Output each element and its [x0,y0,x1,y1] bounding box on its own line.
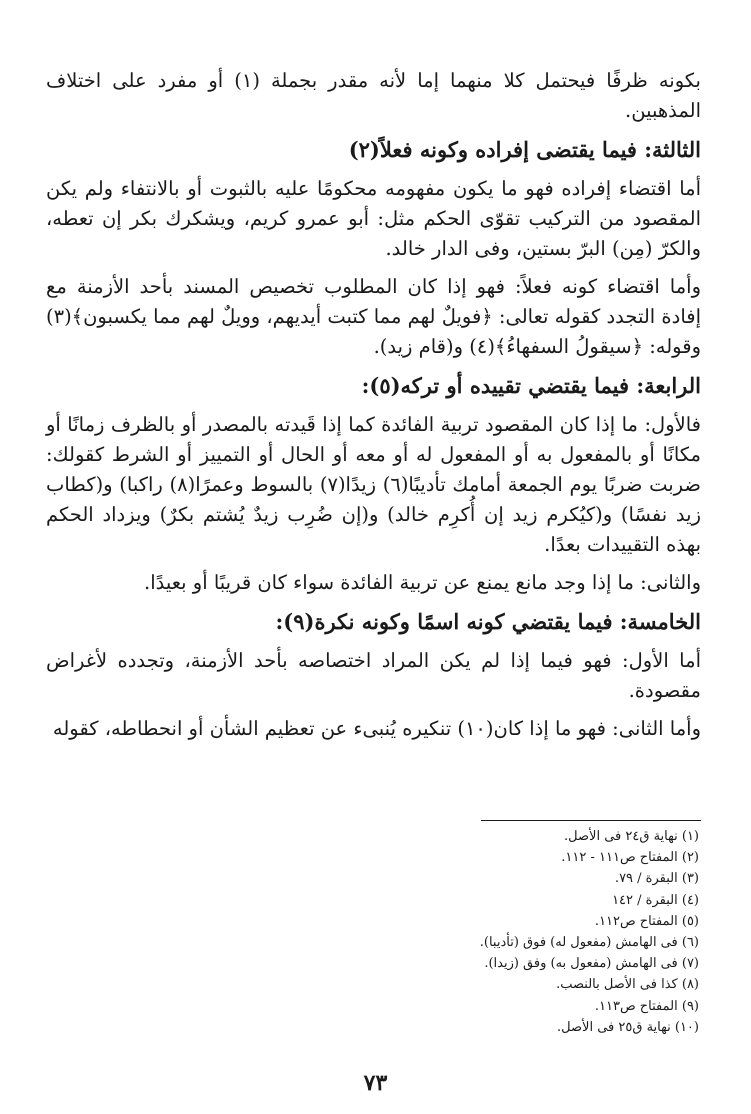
footnotes-list [339,826,699,1038]
footnote: (٨) كذا فى الأصل بالنصب. [556,977,699,993]
footnote: (٤) البقرة / ١٤٢ [612,892,699,908]
paragraph: وأما اقتضاء كونه فعلاً: فهو إذا كان المطلوب تخصيص المسند بأحد الأزمنة مع إفادة التجدد كقوله تعالى: ﴿فويلٌ لهم مما كتبت أيديهم، وويلٌ لهم مما يكسبون﴾(٣) وقوله: ﴿سيقولُ السفهاءُ﴾(٤) و(قام زيد). [45,275,701,358]
footnote: (٦) فى الهامش (مفعول له) فوق (تأديبا). [479,935,699,951]
paragraph: والثانى: ما إذا وجد مانع يمنع عن تربية الفائدة سواء كان قريبًا أو بعيدًا. [144,571,701,594]
footnote: (٧) فى الهامش (مفعول به) وفق (زيدا). [484,956,699,972]
footnote: (٩) المفتاح ص١١٣. [594,998,699,1014]
section-heading-third: الثالثة: فيما يقتضى إفراده وكونه فعلاً(٢) [348,137,701,162]
footnote: (٢) المفتاح ص١١١ - ١١٢. [561,850,699,866]
paragraph: أما اقتضاء إفراده فهو ما يكون مفهومه محكومًا عليه بالثبوت أو بالانتفاء ولم يكن المقصود من التركيب تقوّى الحكم مثل: أبو عمرو كريم، ويشكرك بكر إن تعطه، والكرّ (مِن) البرّ بستين، وفى الدار خالد. [46,177,701,260]
paragraph: بكونه ظرفًا فيحتمل كلا منهما إما لأنه مقدر بجملة (١) أو مفرد على اختلاف المذهبين. [46,69,701,122]
paragraph: فالأول: ما إذا كان المقصود تربية الفائدة كما إذا قَيدته بالمصدر أو بالظرف زمانًا أو مكانًا أو بالمفعول به أو المفعول له أو معه أو الحال أو التمييز أو الشرط كقولك: ضربت ضربًا يوم الجمعة أمامك تأديبًا(٦) زيدًا(٧) بالسوط وعمرًا(٨) راكبا) و(كطاب زيد نفسًا) و(كيُكرم زيد إن أُكرِم خالد) و(إن ضُرِب زيدٌ يُشتم بكرٌ) ويزداد الحكم بهذه التقييدات بعدًا. [46,413,701,556]
footnote-divider [481,820,701,821]
footnote: (٥) المفتاح ص١١٢. [594,913,699,929]
page-number: ٧٣ [363,1070,388,1096]
footnote: (١) نهاية ق٢٤ فى الأصل. [564,829,699,844]
paragraph: أما الأول: فهو فيما إذا لم يكن المراد اختصاصه بأحد الأزمنة، وتجدده لأغراض مقصودة. [46,649,701,702]
paragraph: وأما الثانى: فهو ما إذا كان(١٠) تنكيره يُنبىء عن تعظيم الشأن أو انحطاطه، كقوله [52,717,701,740]
section-heading-fifth: الخامسة: فيما يقتضي كونه اسمًا وكونه نكرة(٩): [275,609,701,634]
section-heading-fourth: الرابعة: فيما يقتضي تقييده أو تركه(٥): [361,373,701,398]
footnote: (٣) البقرة / ٧٩. [614,871,699,887]
page-body [46,66,701,752]
footnote: (١٠) نهاية ق٢٥ فى الأصل. [557,1019,699,1035]
